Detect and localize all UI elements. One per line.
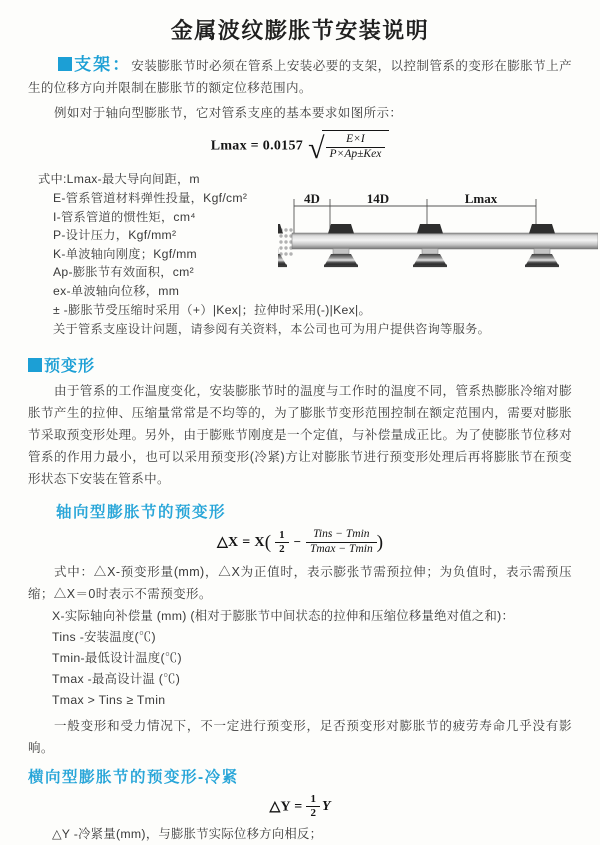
- axial-formula-explain: 式中：△X-预变形量(mm)，△X为正值时，表示膨张节需预拉伸；为负值时，表示需预压缩；△X＝0时表示不需预变形。: [28, 564, 572, 601]
- right-paren: ): [376, 532, 384, 554]
- axial-item: Tmax -最高设计温 (℃): [52, 671, 181, 686]
- axial-predeform-formula: [0, 528, 600, 557]
- definition-item: K-单波轴向刚度；Kgf/mm: [53, 246, 197, 261]
- axial-item: Tmin-最低设计温度(℃): [52, 650, 182, 665]
- predeform-section-heading: 预变形: [28, 353, 600, 376]
- formula-lhs: △Y =: [269, 799, 303, 815]
- minus-sign: −: [293, 534, 301, 550]
- one-half-fraction: $\frac{1}{2}$: [306, 793, 320, 820]
- lateral-subsection-heading: 横向型膨胀节的预变形-冷紧: [28, 768, 239, 786]
- lateral-formula-explain: △Y -冷紧量(mm)，与膨胀节实际位移方向相反；: [52, 827, 323, 842]
- formula-lhs: △X = X: [216, 535, 265, 551]
- support-intro-paragraph: [28, 54, 572, 99]
- formula-denominator: P×Ap±Kex: [326, 147, 386, 162]
- axial-item: Tmax > Tins ≥ Tmin: [52, 692, 166, 707]
- formula-radicand: [322, 130, 390, 162]
- one-half-fraction: $\frac{1}{2}$: [275, 529, 289, 556]
- pipe-support-diagram: [278, 192, 598, 292]
- definition-item: ± -膨胀节受压缩时采用（+）|Kex|；拉伸时采用(-)|Kex|。: [53, 302, 371, 317]
- lateral-coldpull-formula: [0, 793, 600, 820]
- formula-lhs: Lmax = 0.0157: [210, 138, 304, 154]
- definition-item: E-管系管道材料弹性投量，Kgf/cm²: [53, 191, 248, 206]
- radical-sign: √: [308, 132, 325, 166]
- definition-item: 式中:Lmax-最大导向间距，m: [38, 172, 200, 187]
- left-paren: (: [264, 532, 272, 554]
- blue-square-bullet-icon: [58, 57, 72, 71]
- definition-item: Ap-膨胀节有效面积，cm²: [53, 265, 194, 280]
- support-intro-text: 安装膨胀节时必须在管系上安装必要的支架，以控制管系的变形在膨胀节上产生的位移方向并限制在膨胀节的额定位移范围内。: [28, 59, 572, 95]
- temperature-ratio-fraction: $\frac{\text{Tins − Tmin}}{Tmax - Tmin}$: [306, 528, 377, 557]
- dim-label-4d: 4D: [304, 192, 320, 206]
- definition-item: I-管系管道的惯性矩，cm⁴: [53, 209, 196, 224]
- support-example-line: 例如对于轴向型膨胀节，它对管系支座的基本要求如图所示：: [54, 106, 403, 120]
- pipe: [292, 233, 598, 249]
- page-title: 金属波纹膨胀节安装说明: [170, 18, 430, 43]
- definition-item: ex-单波轴向位移，mm: [53, 284, 180, 299]
- predeform-paragraph: 由于管系的工作温度变化，安装膨胀节时的温度与工作时的温度不同，管系热膨胀冷缩对膨胀节产生的拉伸、压缩量常常是不均等的，为了膨胀节变形范围控制在额定范围内，需要对膨胀节采取预变形处理。另外，由于膨账节刚度是一个定值，与补偿量成正比。为了使膨胀节位移对管系的作用力最小，也可以采用预变形(冷紧)方让对膨胀节进行预变形处理后再将膨胀节在预变形状态下安装在管系中。: [28, 384, 572, 487]
- axial-item: X-实际轴向补偿量 (mm) (相对于膨胀节中间状态的拉伸和压缩位移量绝对值之和)：: [52, 608, 515, 623]
- blue-square-bullet-icon: [28, 358, 42, 372]
- definition-item: P-设计压力，Kgf/mm²: [53, 228, 177, 243]
- dim-label-14d: 14D: [366, 192, 390, 206]
- axial-closing-line: 一般变形和受力情况下，不一定进行预变形，足否预变形对膨胀节的疲劳寿命几乎没有影响。: [28, 718, 572, 755]
- formula-numerator: E×I: [346, 133, 365, 145]
- support-note-line: 关于管系支座设计问题，请参阅有关资料，本公司也可为用户提供咨询等服务。: [53, 322, 491, 337]
- formula-rhs: Y: [321, 799, 331, 815]
- support-section-heading: 支架：: [74, 55, 132, 74]
- axial-item: Tins -安装温度(℃): [52, 629, 156, 644]
- dim-label-lmax: Lmax: [464, 192, 498, 206]
- axial-subsection-heading: 轴向型膨胀节的预变形: [56, 504, 227, 522]
- guide-spacing-formula: [0, 130, 600, 166]
